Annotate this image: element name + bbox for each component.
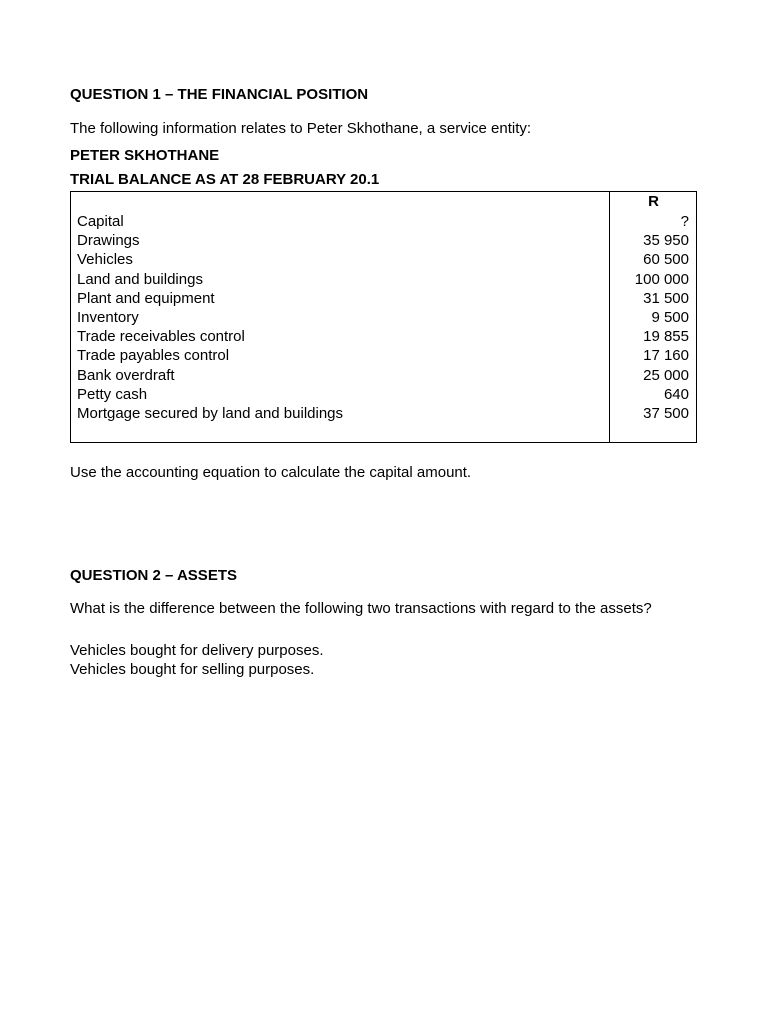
row-value: 100 000: [634, 270, 689, 288]
row-value: 17 160: [643, 347, 689, 365]
trial-balance-table: [70, 191, 697, 443]
table-row: [71, 385, 696, 404]
row-value: 37 500: [643, 404, 689, 422]
row-value: 31 500: [643, 289, 689, 307]
question-2-text: What is the difference between the following two transactions with regard to the assets?: [70, 600, 652, 617]
row-label: Drawings: [77, 232, 140, 250]
row-label: Trade receivables control: [77, 328, 245, 346]
row-value: 60 500: [643, 251, 689, 269]
table-row: [71, 212, 696, 231]
trial-balance-rows: [71, 212, 696, 423]
question-1-instruction: Use the accounting equation to calculate the capital amount.: [70, 464, 472, 481]
table-row: [71, 327, 696, 346]
question-2-heading: QUESTION 2 – ASSETS: [70, 567, 237, 584]
row-label: Trade payables control: [77, 347, 230, 365]
currency-column-header: R: [648, 193, 659, 210]
table-row: [71, 289, 696, 308]
table-row: [71, 404, 696, 423]
trial-balance-title: TRIAL BALANCE AS AT 28 FEBRUARY 20.1: [70, 171, 380, 188]
row-label: Land and buildings: [77, 270, 203, 288]
question-1-heading: QUESTION 1 – THE FINANCIAL POSITION: [70, 86, 369, 103]
table-row: [71, 231, 696, 250]
row-value: ?: [680, 213, 689, 230]
row-value: 9 500: [651, 308, 689, 326]
transaction-selling: Vehicles bought for selling purposes.: [70, 661, 315, 678]
table-row: [71, 250, 696, 269]
table-row: [71, 346, 696, 365]
row-label: Inventory: [77, 308, 139, 326]
transaction-delivery: Vehicles bought for delivery purposes.: [70, 642, 324, 659]
table-row: [71, 270, 696, 289]
question-1-intro: The following information relates to Peter Skhothane, a service entity:: [70, 120, 532, 137]
row-label: Petty cash: [77, 385, 148, 403]
row-label: Plant and equipment: [77, 289, 215, 307]
row-value: 25 000: [643, 366, 689, 384]
row-label: Mortgage secured by land and buildings: [77, 404, 344, 422]
row-value: 35 950: [643, 232, 689, 250]
table-row: [71, 308, 696, 327]
row-value: 640: [663, 385, 689, 403]
row-label: Bank overdraft: [77, 366, 175, 384]
entity-name: PETER SKHOTHANE: [70, 147, 220, 164]
row-value: 19 855: [643, 328, 689, 346]
table-row: [71, 366, 696, 385]
row-label: Vehicles: [77, 251, 133, 269]
row-label: Capital: [77, 213, 124, 230]
